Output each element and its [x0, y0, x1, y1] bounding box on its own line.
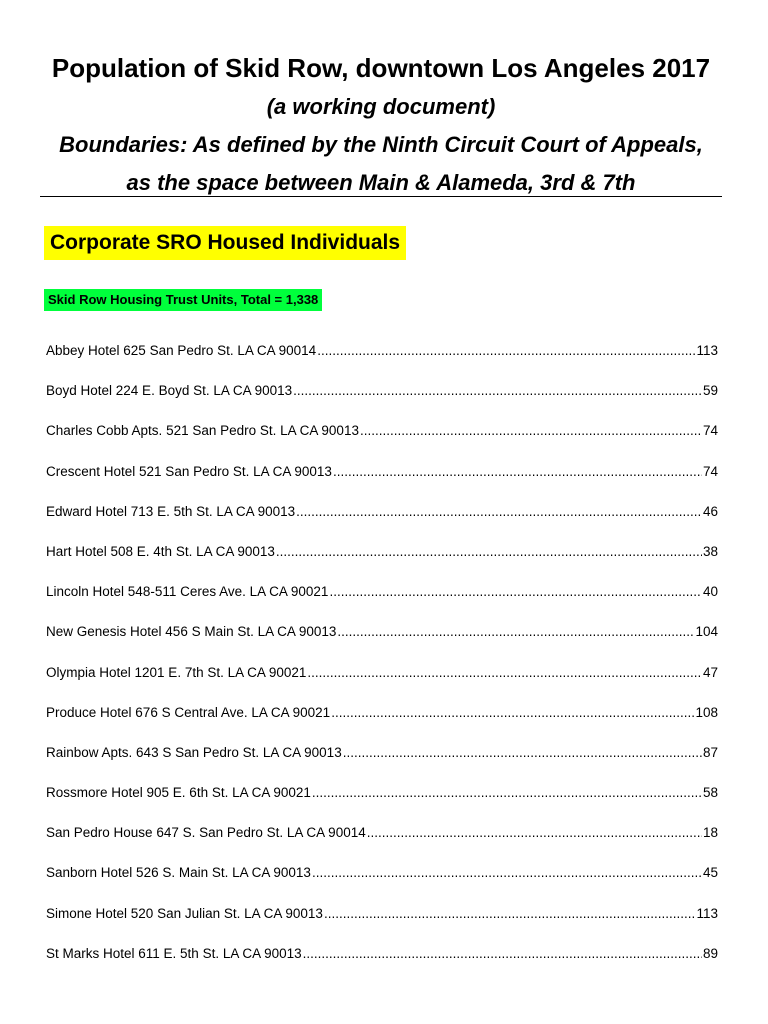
trust-total-label: Skid Row Housing Trust Units, Total = 1,338: [44, 289, 322, 311]
entry-name: Olympia Hotel 1201 E. 7th St. LA CA 90021: [46, 664, 307, 680]
entry-count: 87: [702, 744, 718, 760]
entry-name: Crescent Hotel 521 San Pedro St. LA CA 90013: [46, 463, 332, 479]
hotel-list: [46, 340, 722, 983]
list-item: [46, 380, 722, 420]
entry-count: 59: [702, 383, 718, 399]
dot-leader: [367, 822, 702, 844]
boundaries-line-2: as the space between Main & Alameda, 3rd & 7th: [126, 170, 636, 195]
section-heading: Corporate SRO Housed Individuals: [44, 226, 406, 260]
boundaries-line-1: Boundaries: As defined by the Ninth Circuit Court of Appeals,: [59, 132, 703, 157]
dot-leader: [293, 380, 702, 402]
list-item: [46, 862, 722, 902]
list-item: [46, 702, 722, 742]
dot-leader: [276, 541, 702, 563]
dot-leader: [333, 461, 702, 483]
entry-name: Abbey Hotel 625 San Pedro St. LA CA 90014: [46, 343, 317, 358]
list-item: [46, 541, 722, 581]
entry-name: Sanborn Hotel 526 S. Main St. LA CA 90013: [46, 865, 311, 881]
list-item: [46, 621, 722, 661]
list-item: [46, 822, 722, 862]
entry-name: New Genesis Hotel 456 S Main St. LA CA 90013: [46, 624, 337, 640]
list-item: [46, 782, 722, 822]
entry-name: Lincoln Hotel 548-511 Ceres Ave. LA CA 90021: [46, 584, 329, 600]
list-item: [46, 501, 722, 541]
entry-name: Simone Hotel 520 San Julian St. LA CA 90013: [46, 905, 323, 921]
list-item: [46, 903, 722, 943]
dot-leader: [337, 621, 694, 643]
entry-count: 18: [702, 825, 718, 841]
dot-leader: [331, 702, 694, 724]
list-item: [46, 581, 722, 621]
entry-name: Boyd Hotel 224 E. Boyd St. LA CA 90013: [46, 383, 293, 399]
entry-name: Edward Hotel 713 E. 5th St. LA CA 90013: [46, 503, 296, 519]
list-item: [46, 662, 722, 702]
entry-name: St Marks Hotel 611 E. 5th St. LA CA 90013: [46, 945, 302, 961]
list-item: [46, 461, 722, 501]
entry-name: Produce Hotel 676 S Central Ave. LA CA 90021: [46, 704, 331, 720]
entry-count: 108: [695, 704, 718, 720]
dot-leader: [312, 862, 702, 884]
entry-count: 74: [702, 463, 718, 479]
document-title: Population of Skid Row, downtown Los Angeles 2017: [51, 53, 711, 83]
entry-count: 113: [696, 343, 718, 358]
entry-name: Charles Cobb Apts. 521 San Pedro St. LA CA 90013: [46, 423, 359, 439]
entry-count: 45: [702, 865, 718, 881]
list-item: [46, 420, 722, 460]
entry-count: 47: [702, 664, 718, 680]
entry-name: San Pedro House 647 S. San Pedro St. LA CA 90014: [46, 825, 366, 841]
entry-name: Rossmore Hotel 905 E. 6th St. LA CA 90021: [46, 785, 311, 801]
dot-leader: [360, 420, 702, 442]
dot-leader: [312, 782, 702, 804]
entry-count: 113: [696, 905, 718, 921]
entry-name: Rainbow Apts. 643 S San Pedro St. LA CA 90013: [46, 744, 342, 760]
entry-count: 89: [702, 945, 718, 961]
dot-leader: [343, 742, 702, 764]
dot-leader: [296, 501, 702, 523]
entry-count: 58: [702, 785, 718, 801]
header-divider: [40, 196, 722, 197]
working-document-note: (a working document): [266, 94, 496, 119]
entry-count: 74: [702, 423, 718, 439]
dot-leader: [317, 340, 695, 362]
document-header: [40, 48, 722, 202]
entry-count: 46: [702, 503, 718, 519]
dot-leader: [307, 662, 702, 684]
list-item: [46, 742, 722, 782]
entry-count: 104: [695, 624, 718, 640]
dot-leader: [324, 903, 696, 925]
dot-leader: [329, 581, 702, 603]
list-item: [46, 943, 722, 983]
entry-count: 40: [702, 584, 718, 600]
dot-leader: [303, 943, 702, 965]
list-item: [46, 340, 722, 380]
entry-count: 38: [702, 543, 718, 559]
entry-name: Hart Hotel 508 E. 4th St. LA CA 90013: [46, 543, 275, 559]
